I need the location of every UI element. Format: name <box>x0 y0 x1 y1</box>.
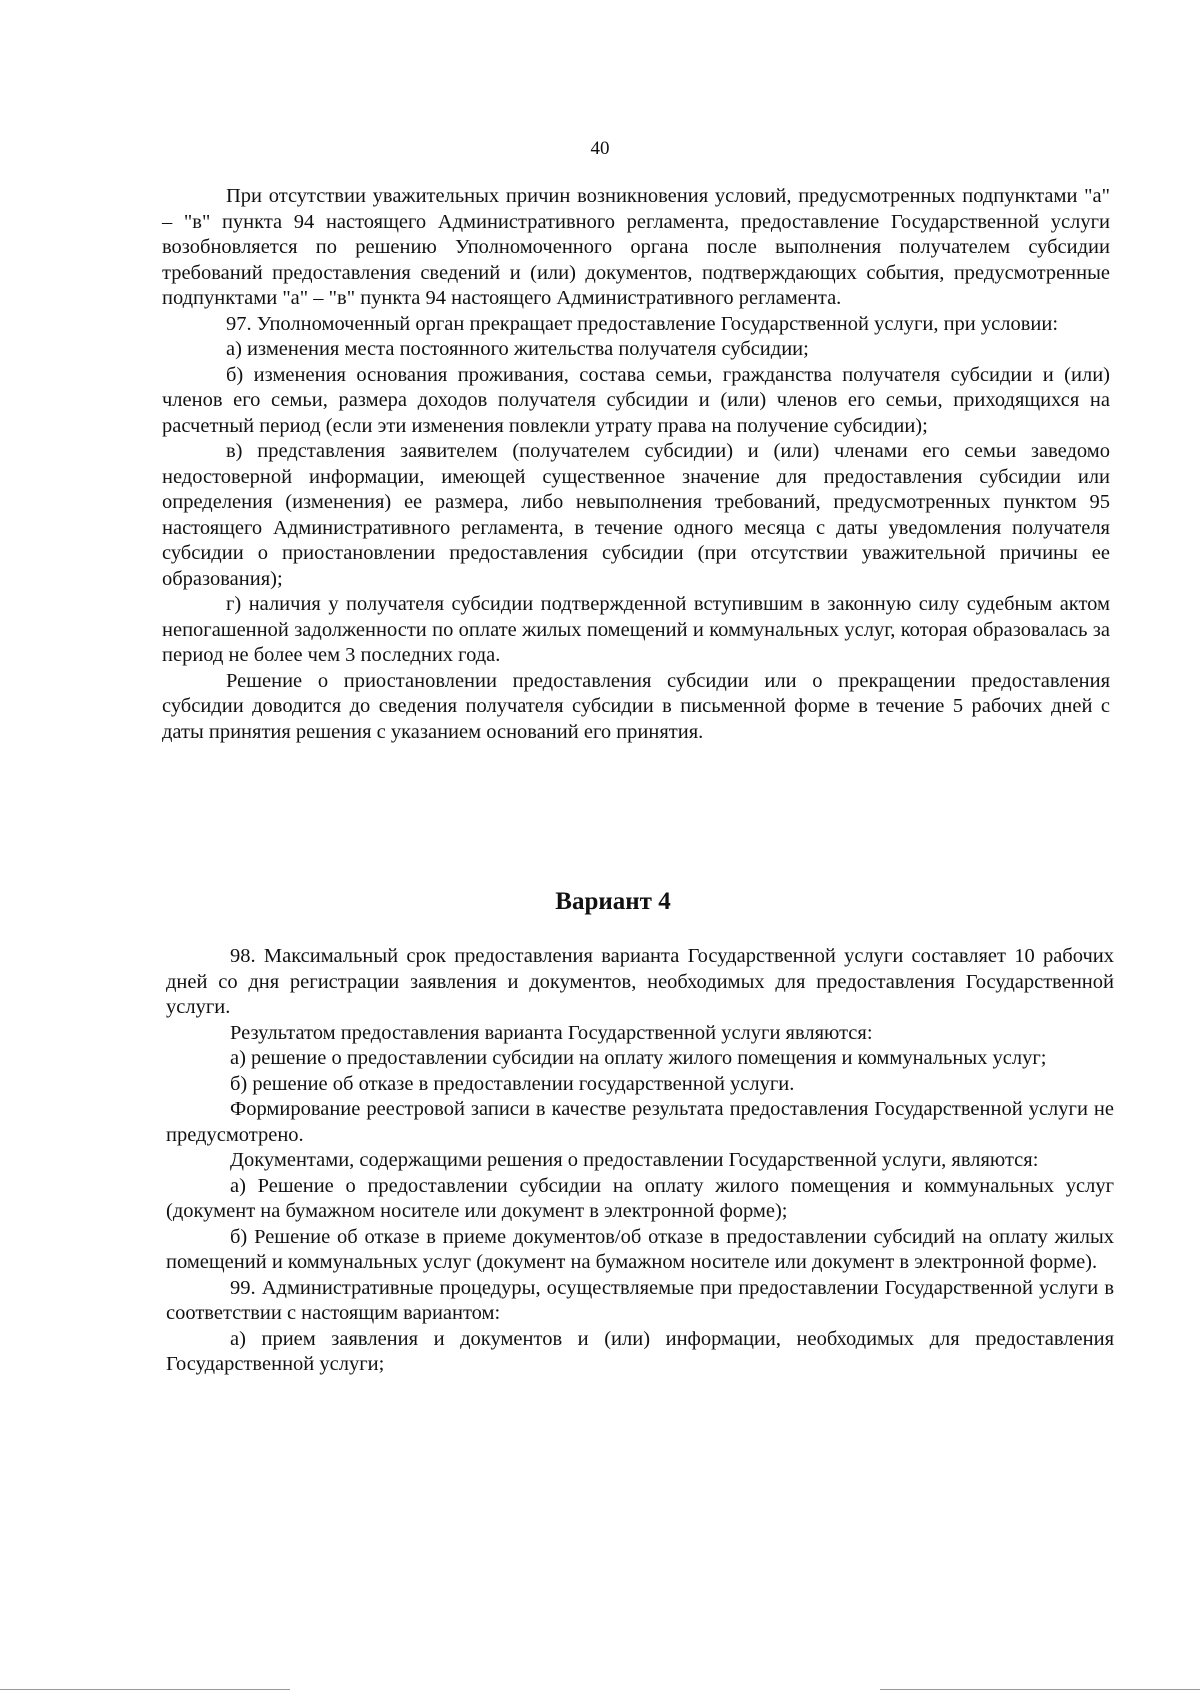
paragraph: а) изменения места постоянного жительства получателя субсидии; <box>226 338 809 360</box>
paragraph: б) Решение об отказе в приеме документов/об отказе в предоставлении субсидий на оплату жилых помещений и коммунальных услуг (документ на бумажном носителе или документ в электронной форме). <box>166 1225 1114 1273</box>
paragraph: б) изменения основания проживания, состава семьи, гражданства получателя субсидии и (или) членов его семьи, размера доходов получателя субсидии и (или) членов его семьи, приходящихся на расчетный период (если эти изменения повлекли утрату права на получение субсидии); <box>162 363 1110 437</box>
page-number: 40 <box>590 138 610 159</box>
section-text-1 <box>162 184 1110 745</box>
paragraph: а) решение о предоставлении субсидии на оплату жилого помещения и коммунальных услуг; <box>230 1047 1047 1069</box>
paragraph: 97. Уполномоченный орган прекращает предоставление Государственной услуги, при условии: <box>226 312 1059 335</box>
paragraph: в) представления заявителем (получателем субсидии) и (или) членами его семьи заведомо недостоверной информации, имеющей существенное значение для предоставления субсидии или определения (изменения) ее размера, либо невыполнения требований, предусмотренных пунктом 95 настоящего Административного регламента, в течение одного месяца с даты уведомления получателя субсидии о приостановлении предоставления субсидии (при отсутствии уважительной причины ее образования); <box>162 440 1110 590</box>
paragraph: Решение о приостановлении предоставления субсидии или о прекращении предоставления субсидии доводится до сведения получателя субсидии в письменной форме в течение 5 рабочих дней с даты принятия решения с указанием оснований его принятия. <box>162 669 1110 743</box>
scan-edge-line <box>0 1689 290 1690</box>
paragraph: 98. Максимальный срок предоставления варианта Государственной услуги составляет 10 рабочих дней со дня регистрации заявления и документов, необходимых для предоставления Государственной услуги. <box>166 945 1114 1018</box>
paragraph: г) наличия у получателя субсидии подтвержденной вступившим в законную силу судебным актом непогашенной задолженности по оплате жилых помещений и коммунальных услуг, которая образовалась за период не более чем 3 последних года. <box>162 593 1110 666</box>
paragraph: а) Решение о предоставлении субсидии на оплату жилого помещения и коммунальных услуг (документ на бумажном носителе или документ в электронной форме); <box>166 1174 1114 1222</box>
paragraph: 99. Административные процедуры, осуществляемые при предоставлении Государственной услуги в соответствии с настоящим вариантом: <box>166 1276 1114 1324</box>
section-text-2 <box>166 944 1114 1378</box>
paragraph: При отсутствии уважительных причин возникновения условий, предусмотренных подпунктами "а" – "в" пункта 94 настоящего Административного регламента, предоставление Государственной услуги возобновляется по решению Уполномоченного органа после выполнения получателем субсидии требований предоставления сведений и (или) документов, подтверждающих события, предусмотренные подпунктами "а" – "в" пункта 94 настоящего Административного регламента. <box>162 185 1110 309</box>
paragraph: б) решение об отказе в предоставлении государственной услуги. <box>230 1072 795 1095</box>
paragraph: Результатом предоставления варианта Государственной услуги являются: <box>230 1021 873 1044</box>
section-heading: Вариант 4 <box>555 888 671 915</box>
paragraph: а) прием заявления и документов и (или) информации, необходимых для предоставления Государственной услуги; <box>166 1327 1114 1375</box>
paragraph: Формирование реестровой записи в качестве результата предоставления Государственной услуги не предусмотрено. <box>166 1098 1114 1146</box>
paragraph: Документами, содержащими решения о предоставлении Государственной услуги, являются: <box>230 1149 1039 1171</box>
scan-edge-line <box>880 1689 1200 1690</box>
